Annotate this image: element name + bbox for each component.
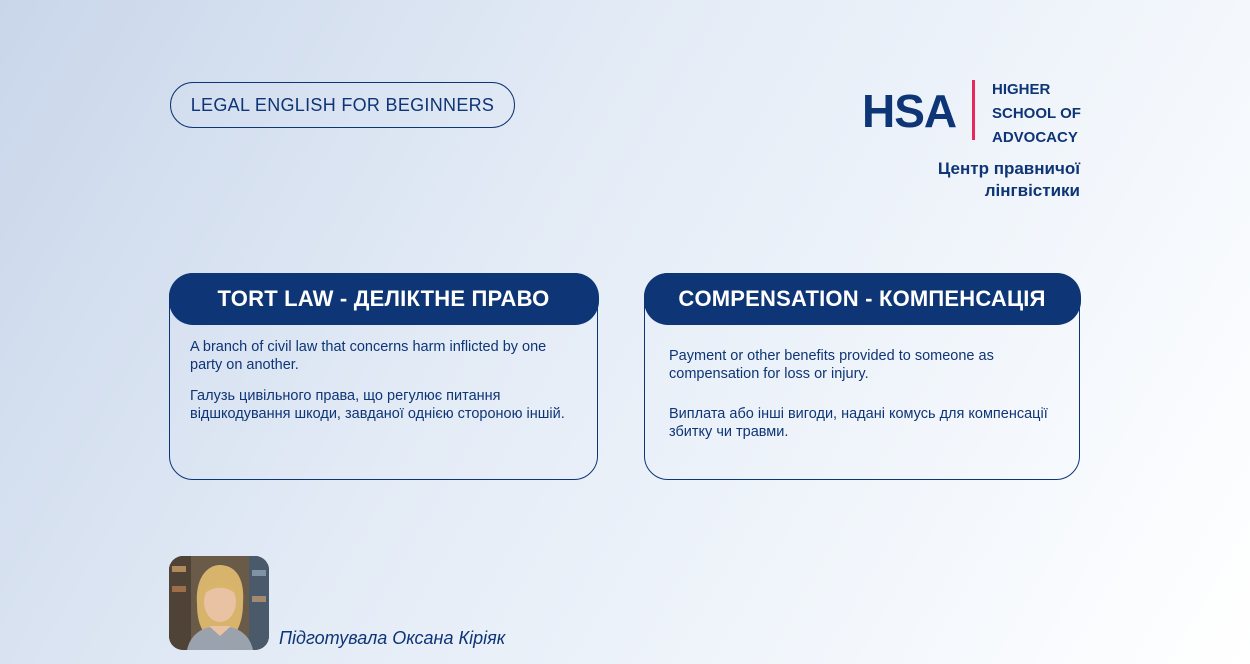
- center-name-line-2: лінгвістики: [984, 181, 1080, 200]
- center-name: [938, 158, 1080, 202]
- definition-ukrainian: Галузь цивільного права, що регулює питання відшкодування шкоди, завданої однією стороною іншій.: [190, 388, 565, 422]
- card-body: [669, 347, 1059, 463]
- center-name-line-1: Центр правничої: [937, 159, 1080, 178]
- course-badge: LEGAL ENGLISH FOR BEGINNERS: [170, 82, 515, 128]
- definition-english: Payment or other benefits provided to someone as compensation for loss or injury.: [669, 348, 994, 382]
- hsa-logo: [862, 78, 1082, 144]
- term-card-compensation: [644, 273, 1080, 480]
- logo-line-2: SCHOOL OF: [992, 105, 1081, 122]
- card-title: COMPENSATION - КОМПЕНСАЦІЯ: [644, 273, 1081, 325]
- logo-line-1: HIGHER: [992, 81, 1051, 98]
- author-avatar: [169, 556, 269, 650]
- definition-ukrainian: Виплата або інші вигоди, надані комусь для компенсації збитку чи травми.: [669, 406, 1048, 440]
- card-title: TORT LAW - ДЕЛІКТНЕ ПРАВО: [169, 273, 599, 325]
- author-photo-icon: [169, 556, 269, 650]
- author-caption: Підготувала Оксана Кіріяк: [279, 628, 506, 648]
- card-body: [190, 338, 577, 436]
- logo-line-3: ADVOCACY: [992, 129, 1078, 146]
- logo-abbreviation: HSA: [862, 85, 957, 137]
- logo-divider: [972, 80, 975, 140]
- logo-fullname: [992, 78, 1081, 150]
- term-card-tort-law: [169, 273, 598, 480]
- definition-english: A branch of civil law that concerns harm inflicted by one party on another.: [190, 339, 547, 373]
